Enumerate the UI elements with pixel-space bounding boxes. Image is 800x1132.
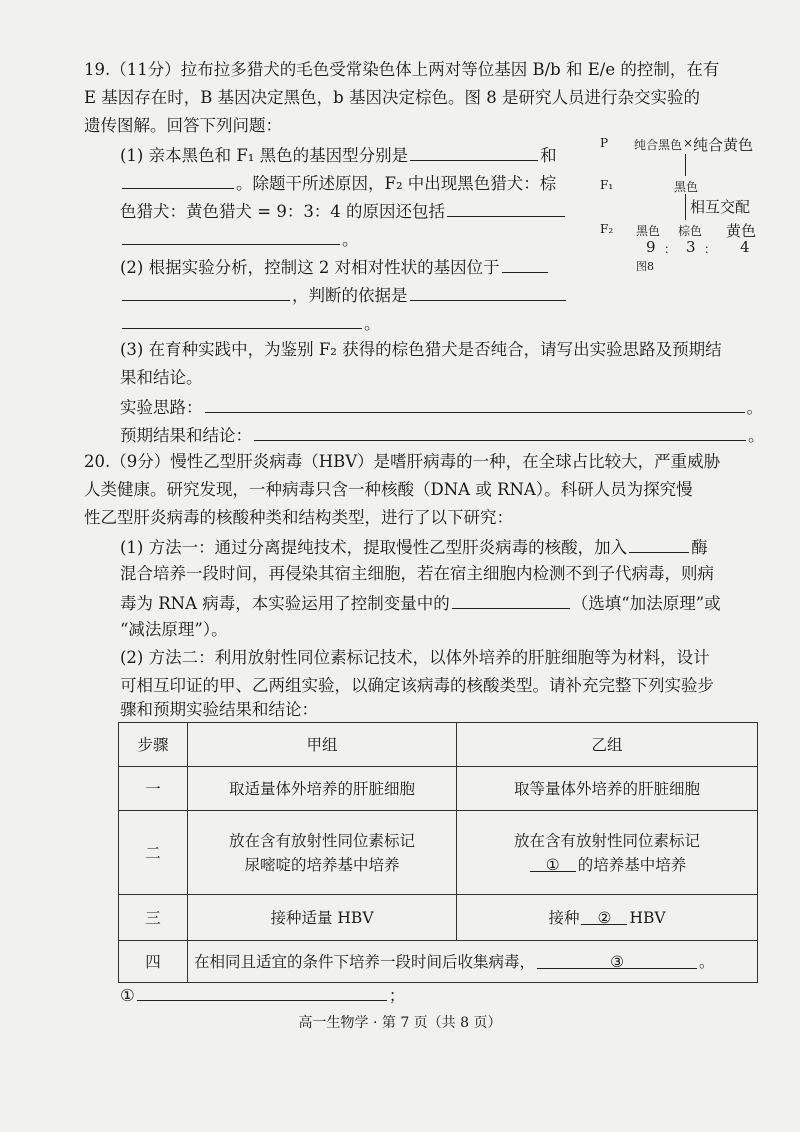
parent-black: 纯合黑色 xyxy=(634,138,683,152)
q19-line2: E 基因存在时，B 基因决定黑色，b 基因决定棕色。图 8 是研究人员进行杂交实验的 xyxy=(84,88,700,107)
table-row xyxy=(119,811,758,895)
answer-mark: ① xyxy=(120,986,135,1005)
answer-blank-2[interactable]: ② xyxy=(581,906,627,925)
answer-blank[interactable] xyxy=(502,254,548,273)
q19-p1-text-b: 和 xyxy=(540,146,557,165)
cell-text: 在相同且适宜的条件下培养一段时间后收集病毒， xyxy=(194,952,536,971)
intercross-label: 相互交配 xyxy=(690,198,751,216)
q19-part3-line1: (3) 在育种实践中，为鉴别 F₂ 获得的棕色猎犬是否纯合，请写出实验思路及预期结 xyxy=(120,340,722,359)
q19-p2-text-c: 。 xyxy=(364,314,381,333)
answer-blank[interactable] xyxy=(122,282,290,301)
arrow-line xyxy=(685,194,686,220)
q19-part2-line1 xyxy=(120,254,550,280)
q20-method1-line3 xyxy=(120,590,721,616)
arrow-line xyxy=(685,154,686,176)
q19-part2-line3 xyxy=(120,310,381,336)
table-row xyxy=(119,895,758,941)
table-header-step: 步骤 xyxy=(119,723,188,767)
answer-blank[interactable] xyxy=(122,170,234,189)
answer-blank[interactable] xyxy=(205,394,745,413)
q19-p1-text-a: (1) 亲本黑色和 F₁ 黑色的基因型分别是 xyxy=(120,146,409,165)
merged-cell xyxy=(188,941,758,983)
q19-p2-text-a: (2) 根据实验分析，控制这 2 对相对性状的基因位于 xyxy=(120,258,500,277)
group-a-cell: 取适量体外培养的肝脏细胞 xyxy=(188,767,457,811)
q19-part1-line1 xyxy=(120,142,557,168)
table-row xyxy=(119,941,758,983)
q19-line3: 遗传图解。回答下列问题： xyxy=(84,116,282,135)
figure-8-cross-diagram xyxy=(600,134,780,274)
ratio-colon: ： xyxy=(704,242,717,256)
cross-sign: × xyxy=(683,136,694,150)
step-cell: 二 xyxy=(119,811,188,895)
q20-m1-text-a: (1) 方法一：通过分离提纯技术，提取慢性乙型肝炎病毒的核酸，加入 xyxy=(120,538,628,557)
answer-blank[interactable] xyxy=(447,198,565,217)
q19-part3-line4 xyxy=(120,422,765,448)
cell-text: 的培养基中培养 xyxy=(577,855,687,874)
q20-method1-line2: 混合培养一段时间，再侵染其宿主细胞，若在宿主细胞内检测不到子代病毒，则病 xyxy=(120,564,714,583)
q20-m1-text-b: 酶 xyxy=(691,538,708,557)
q20-m1-text-e: （选填“加法原理”或 xyxy=(571,594,721,613)
group-b-cell: 取等量体外培养的肝脏细胞 xyxy=(457,767,758,811)
group-a-cell xyxy=(188,811,457,895)
period: 。 xyxy=(746,398,763,417)
table-header-group-b: 乙组 xyxy=(457,723,758,767)
f2-yellow: 黄色 xyxy=(726,222,757,240)
q19-p1-text-d: 色猎犬：黄色猎犬 = 9：3：4 的原因还包括 xyxy=(120,202,446,221)
expected-result-label: 预期结果和结论： xyxy=(120,426,252,445)
answer-blank-1[interactable]: ① xyxy=(530,853,576,872)
answer-blank[interactable] xyxy=(629,534,689,553)
q19-part1-line2 xyxy=(120,170,556,196)
cell-text: HBV xyxy=(629,908,666,927)
q20-m1-text-d: 毒为 RNA 病毒，本实验运用了控制变量中的 xyxy=(120,594,450,613)
q19-part3-line2: 果和结论。 xyxy=(120,368,203,387)
cell-text: 接种 xyxy=(548,908,580,927)
gen-label-f2: F₂ xyxy=(600,222,614,236)
gen-label-p: P xyxy=(600,136,609,150)
page-footer: 高一生物学 · 第 7 页（共 8 页） xyxy=(298,1015,502,1031)
cell-line: 放在含有放射性同位素标记 xyxy=(228,831,415,850)
group-a-cell: 接种适量 HBV xyxy=(188,895,457,941)
q20-line3: 性乙型肝炎病毒的核酸种类和结构类型，进行了以下研究： xyxy=(84,508,513,527)
answer-blank[interactable] xyxy=(254,422,746,441)
cell-line: 放在含有放射性同位素标记 xyxy=(513,831,700,850)
q20-method1-line4: “减法原理”）。 xyxy=(120,620,228,639)
q19-part1-line4 xyxy=(120,226,359,252)
experiment-table xyxy=(118,722,758,983)
experiment-idea-label: 实验思路： xyxy=(120,398,203,417)
q19-p1-text-c: 。除题干所述原因，F₂ 中出现黑色猎犬：棕 xyxy=(236,174,557,193)
answer-blank[interactable] xyxy=(410,282,566,301)
table-header-group-a: 甲组 xyxy=(188,723,457,767)
figure-caption: 图8 xyxy=(636,260,654,273)
answer-end: ； xyxy=(388,986,406,1005)
q19-part3-line3 xyxy=(120,394,763,420)
q20-method2-line3: 骤和预期实验结果和结论： xyxy=(120,700,318,719)
ratio-4: 4 xyxy=(740,238,750,256)
answer-blank[interactable] xyxy=(452,590,570,609)
f2-black: 黑色 xyxy=(636,224,661,238)
parent-yellow: 纯合黄色 xyxy=(693,136,754,154)
q19-part2-line2 xyxy=(120,282,568,308)
gen-label-f1: F₁ xyxy=(600,178,614,192)
q20-line1: 20.（9分）慢性乙型肝炎病毒（HBV）是嗜肝病毒的一种，在全球占比较大，严重威胁 xyxy=(84,452,721,471)
table-row xyxy=(119,767,758,811)
answer-blank[interactable] xyxy=(122,310,362,329)
answer-blank[interactable] xyxy=(410,142,538,161)
q19-p2-text-b: ，判断的依据是 xyxy=(292,286,408,305)
q20-method1-line1 xyxy=(120,534,708,560)
q19-part1-line3 xyxy=(120,198,567,224)
f1-phenotype: 黑色 xyxy=(674,180,699,194)
q20-method2-line2: 可相互印证的甲、乙两组实验，以确定该病毒的核酸类型。请补充完整下列实验步 xyxy=(120,676,714,695)
cell-line: 尿嘧啶的培养基中培养 xyxy=(244,855,400,874)
step-cell: 一 xyxy=(119,767,188,811)
group-b-cell xyxy=(457,811,758,895)
answer-blank[interactable] xyxy=(137,982,387,1001)
step-cell: 四 xyxy=(119,941,188,983)
answer-blank[interactable] xyxy=(122,226,340,245)
period: 。 xyxy=(748,426,765,445)
ratio-colon: ： xyxy=(664,242,677,256)
ratio-3: 3 xyxy=(686,238,696,256)
answer-line-1 xyxy=(120,982,405,1008)
q19-line1: 19.（11分）拉布拉多猎犬的毛色受常染色体上两对等位基因 B/b 和 E/e 的控制，在有 xyxy=(84,60,720,79)
q20-line2: 人类健康。研究发现，一种病毒只含一种核酸（DNA 或 RNA）。科研人员为探究慢 xyxy=(84,480,693,499)
f2-brown: 棕色 xyxy=(678,224,703,238)
cell-text: 。 xyxy=(699,952,715,971)
group-b-cell xyxy=(457,895,758,941)
ratio-9: 9 xyxy=(646,238,656,256)
table-header-row xyxy=(119,723,758,767)
step-cell: 三 xyxy=(119,895,188,941)
q20-method2-line1: (2) 方法二：利用放射性同位素标记技术，以体外培养的肝脏细胞等为材料，设计 xyxy=(120,648,710,667)
answer-blank-3[interactable]: ③ xyxy=(537,950,697,969)
cell-line xyxy=(463,853,751,877)
q19-p1-text-e: 。 xyxy=(342,230,359,249)
